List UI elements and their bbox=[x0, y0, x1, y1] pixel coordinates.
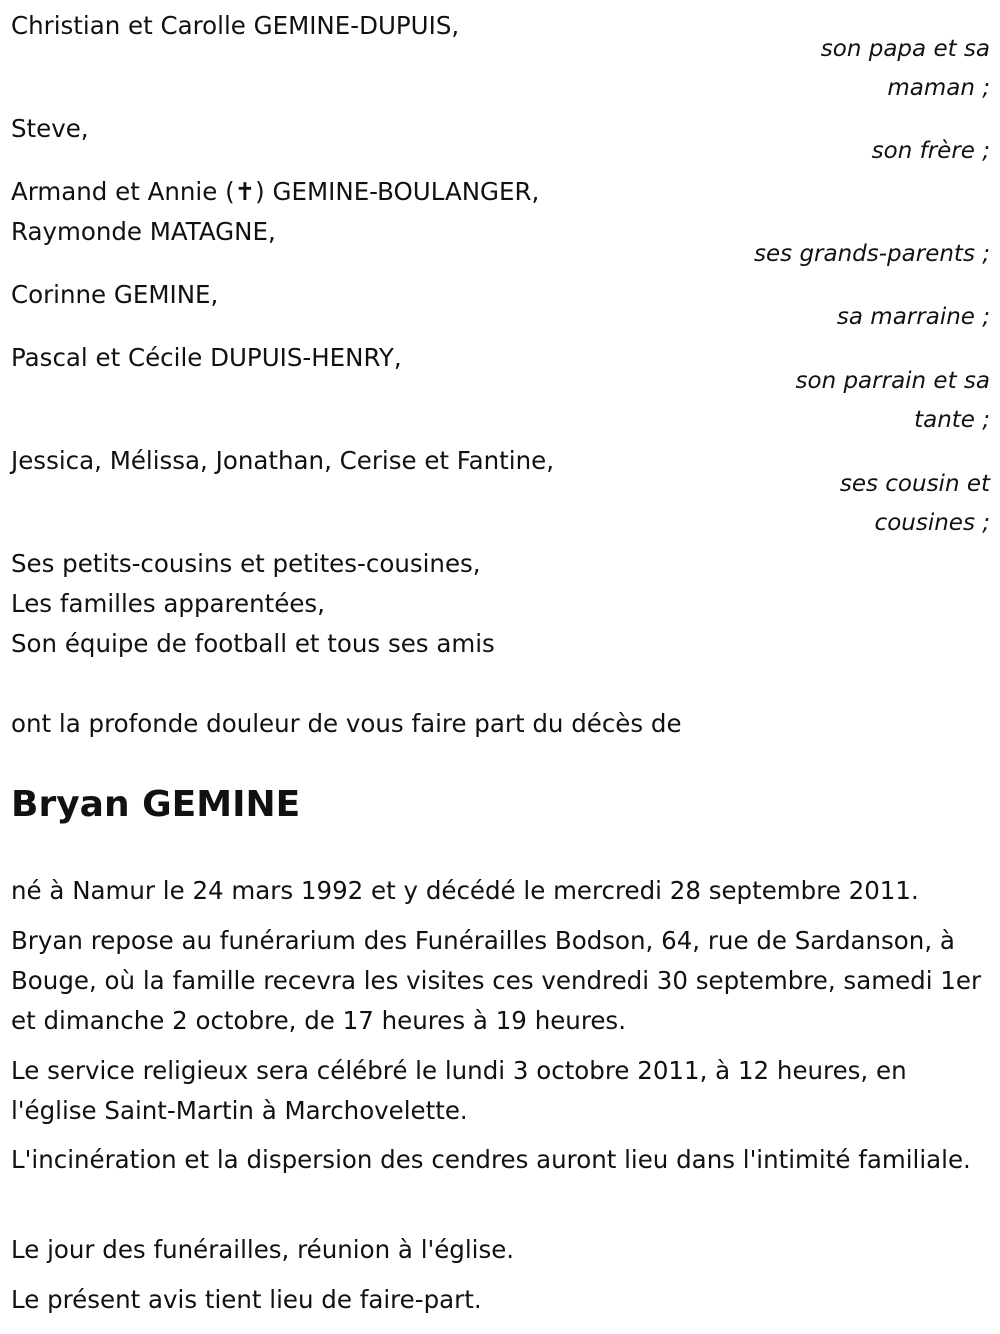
family-godmother-role: sa marraine ; bbox=[836, 304, 990, 330]
family-others-line3: Son équipe de football et tous ses amis bbox=[11, 629, 495, 658]
family-godfather-role-line1: son parrain et sa bbox=[795, 368, 990, 394]
family-cousins-role-line1: ses cousin et bbox=[839, 471, 990, 497]
family-godfather-role-line2: tante ; bbox=[914, 407, 990, 433]
family-grandparents-line2: Raymonde MATAGNE, bbox=[11, 217, 276, 246]
paragraph-service: Le service religieux sera célébré le lundi 3 octobre 2011, à 12 heures, en l'église Saint-Martin à Marchovelette. bbox=[11, 1056, 907, 1125]
family-parents: Christian et Carolle GEMINE-DUPUIS, bbox=[11, 11, 460, 40]
family-others-line2: Les familles apparentées, bbox=[11, 589, 325, 618]
family-godmother: Corinne GEMINE, bbox=[11, 280, 219, 309]
family-brother-role: son frère ; bbox=[871, 138, 990, 164]
paragraph-notice: Le présent avis tient lieu de faire-part. bbox=[11, 1285, 482, 1314]
announcement-text: ont la profonde douleur de vous faire part du décès de bbox=[11, 709, 682, 738]
paragraph-meeting: Le jour des funérailles, réunion à l'église. bbox=[11, 1235, 515, 1264]
family-cousins-role-line2: cousines ; bbox=[874, 510, 990, 536]
family-grandparents-role: ses grands-parents ; bbox=[754, 241, 990, 267]
paragraph-cremation: L'incinération et la dispersion des cendres auront lieu dans l'intimité familiale. bbox=[11, 1145, 971, 1174]
family-grandparents-line1: Armand et Annie (✝) GEMINE-BOULANGER, bbox=[11, 177, 540, 206]
paragraph-birth-death: né à Namur le 24 mars 1992 et y décédé le mercredi 28 septembre 2011. bbox=[11, 876, 919, 905]
family-cousins: Jessica, Mélissa, Jonathan, Cerise et Fantine, bbox=[11, 446, 554, 475]
paragraph-repose: Bryan repose au funérarium des Funérailles Bodson, 64, rue de Sardanson, à Bouge, où la famille recevra les visites ces vendredi 30 septembre, samedi 1er et dimanche 2 octobre, de 17 heures à 19 heures. bbox=[11, 926, 982, 1035]
family-parents-role-line2: maman ; bbox=[887, 75, 990, 101]
family-parents-role-line1: son papa et sa bbox=[820, 36, 990, 62]
family-others-line1: Ses petits-cousins et petites-cousines, bbox=[11, 549, 481, 578]
deceased-name: Bryan GEMINE bbox=[11, 784, 301, 825]
family-brother: Steve, bbox=[11, 114, 89, 143]
family-godfather: Pascal et Cécile DUPUIS-HENRY, bbox=[11, 343, 402, 372]
